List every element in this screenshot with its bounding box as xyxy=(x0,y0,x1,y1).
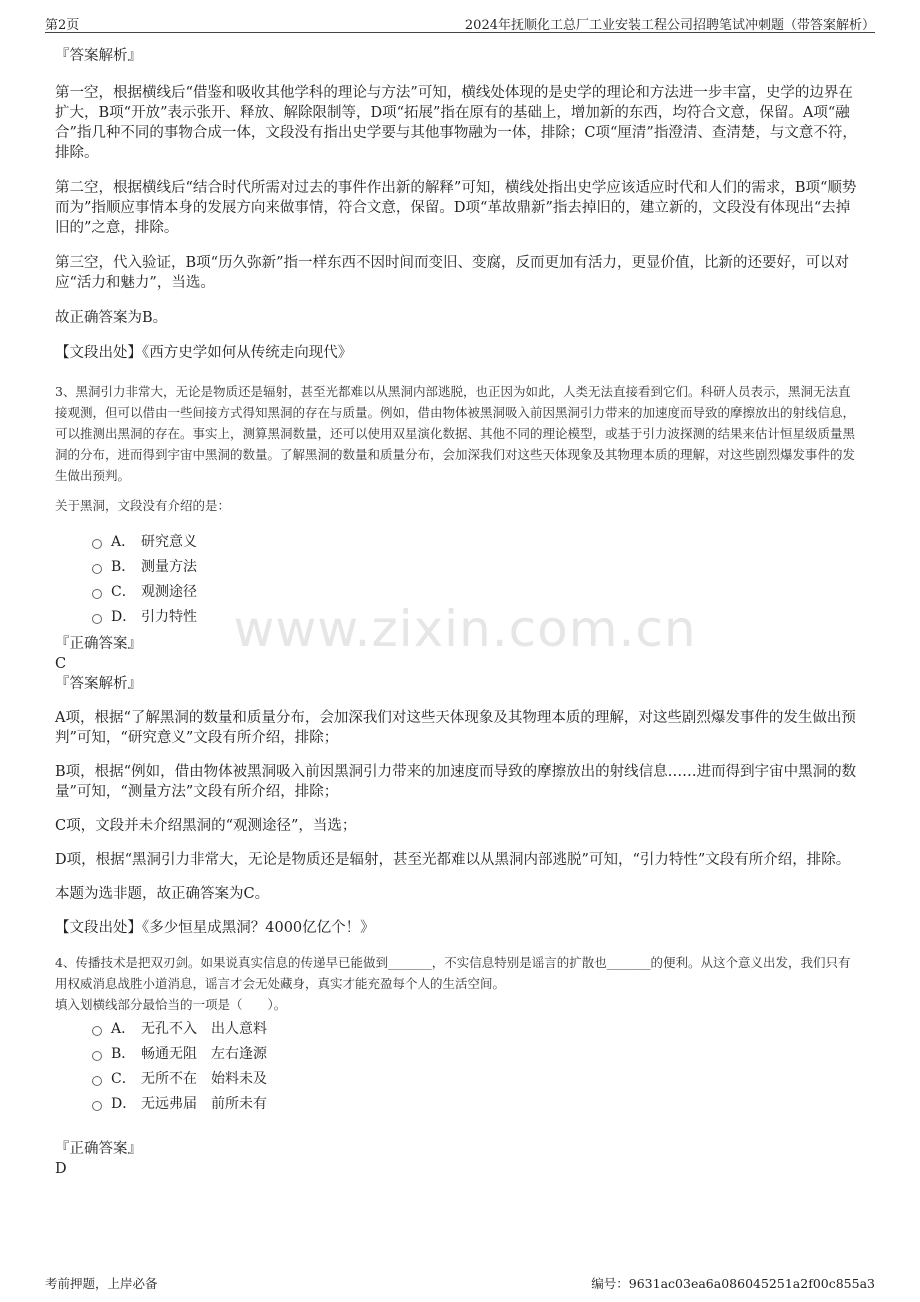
q3-prompt: 关于黑洞，文段没有介绍的是： xyxy=(55,498,231,513)
q3-option-b[interactable]: B． 测量方法 xyxy=(92,555,860,580)
q4-option-c[interactable]: C． 无所不在 始料未及 xyxy=(92,1067,860,1092)
page-footer xyxy=(45,1274,875,1290)
q4-answer: D xyxy=(55,1161,67,1177)
q3-analysis-b: B项，根据“例如，借由物体被黑洞吸入前因黑洞引力带来的加速度而导致的摩擦放出的射线信息……进而得到宇宙中黑洞的数量”可知，“测量方法”文段有所介绍，排除； xyxy=(55,764,857,800)
q2-analysis-para-3: 第三空，代入验证，B项“历久弥新”指一样东西不因时间而变旧、变腐，反而更加有活力，更显价值，比新的还要好，可以对应“活力和魅力”，当选。 xyxy=(55,255,849,291)
radio-icon[interactable] xyxy=(92,1051,102,1061)
q4-option-d[interactable]: D． 无远弗届 前所未有 xyxy=(92,1092,860,1117)
q3-analysis-c: C项，文段并未介绍黑洞的“观测途径”，当选； xyxy=(55,818,357,834)
page-number: 第2页 xyxy=(45,18,80,33)
radio-icon[interactable] xyxy=(92,1026,102,1036)
radio-icon[interactable] xyxy=(92,614,102,624)
q3-options xyxy=(92,530,860,630)
q3-question-text: 3、黑洞引力非常大，无论是物质还是辐射，甚至光都难以从黑洞内部逃脱，也正因为如此，人类无法直接看到它们。科研人员表示，黑洞无法直接观测，但可以借由一些间接方式得知黑洞的存在与质量。例如，借由物体被黑洞吸入前因黑洞引力带来的加速度而导致的摩擦放出的射线信息，可以推测出黑洞的存在。事实上，测算黑洞数量，还可以使用双星演化数据、其他不同的理论模型，或基于引力波探测的结果来估计恒星级质量黑洞的分布，进而得到宇宙中黑洞的数量。了解黑洞的数量和质量分布，会加深我们对这些天体现象及其物理本质的理解，对这些剧烈爆发事件的发生做出预判。 xyxy=(55,384,856,483)
radio-icon[interactable] xyxy=(92,539,102,549)
q3-analysis-title: 『答案解析』 xyxy=(55,676,142,692)
q3-source: 【文段出处】《多少恒星成黑洞？4000亿亿个！》 xyxy=(55,920,375,936)
q4-prompt: 填入划横线部分最恰当的一项是（ ）。 xyxy=(55,997,287,1012)
radio-icon[interactable] xyxy=(92,564,102,574)
q3-option-d[interactable]: D． 引力特性 xyxy=(92,605,860,630)
page-content xyxy=(55,42,860,1179)
q2-analysis-title: 『答案解析』 xyxy=(55,48,142,64)
q4-answer-title: 『正确答案』 xyxy=(55,1141,142,1157)
q4-question-text: 4、传播技术是把双刃剑。如果说真实信息的传递早已能做到_______，不实信息特别是谣言的扩散也_______的便利。从这个意义出发，我们只有用权威消息战胜小道消息，谣言才会无处藏身，真实才能充盈每个人的生活空间。 xyxy=(55,955,851,991)
document-title: 2024年抚顺化工总厂工业安装工程公司招聘笔试冲刺题（带答案解析） xyxy=(464,18,875,33)
q2-source: 【文段出处】《西方史学如何从传统走向现代》 xyxy=(55,345,353,361)
q4-option-b[interactable]: B． 畅通无阻 左右逢源 xyxy=(92,1042,860,1067)
radio-icon[interactable] xyxy=(92,1076,102,1086)
q3-analysis-a: A项，根据“了解黑洞的数量和质量分布，会加深我们对这些天体现象及其物理本质的理解，对这些剧烈爆发事件的发生做出预判”可知，“研究意义”文段有所介绍，排除； xyxy=(55,710,856,746)
q4-options xyxy=(92,1017,860,1117)
q2-analysis-para-2: 第二空，根据横线后“结合时代所需对过去的事件作出新的解释”可知，横线处指出史学应该适应时代和人们的需求，B项“顺势而为”指顺应事情本身的发展方向来做事情，符合文意，保留。D项“革故鼎新”指去掉旧的，建立新的，文段没有体现出“去掉旧的”之意，排除。 xyxy=(55,180,857,236)
q3-conclusion: 本题为选非题，故正确答案为C。 xyxy=(55,886,270,902)
q3-analysis-d: D项，根据“黑洞引力非常大，无论是物质还是辐射，甚至光都难以从黑洞内部逃脱”可知，“引力特性”文段有所介绍，排除。 xyxy=(55,852,851,868)
q3-option-a[interactable]: A． 研究意义 xyxy=(92,530,860,555)
q3-answer: C xyxy=(55,656,67,672)
q2-conclusion: 故正确答案为B。 xyxy=(55,310,168,326)
q3-option-c[interactable]: C． 观测途径 xyxy=(92,580,860,605)
q3-answer-title: 『正确答案』 xyxy=(55,636,142,652)
footer-slogan: 考前押题，上岸必备 xyxy=(45,1276,158,1291)
q2-analysis-para-1: 第一空，根据横线后“借鉴和吸收其他学科的理论与方法”可知，横线处体现的是史学的理论和方法进一步丰富，史学的边界在扩大，B项“开放”表示张开、释放、解除限制等，D项“拓展”指在原有的基础上，增加新的东西，均符合文意，保留。A项“融合”指几种不同的事物合成一体，文段没有指出史学要与其他事物融为一体，排除；C项“厘清”指澄清、查清楚，与文意不符，排除。 xyxy=(55,85,857,161)
watermark: www.zixin.com.cn xyxy=(233,600,697,658)
document-id: 编号：9631ac03ea6a086045251a2f00c855a3 xyxy=(591,1276,875,1291)
radio-icon[interactable] xyxy=(92,1101,102,1111)
page-header xyxy=(45,12,875,33)
radio-icon[interactable] xyxy=(92,589,102,599)
q4-option-a[interactable]: A． 无孔不入 出人意料 xyxy=(92,1017,860,1042)
